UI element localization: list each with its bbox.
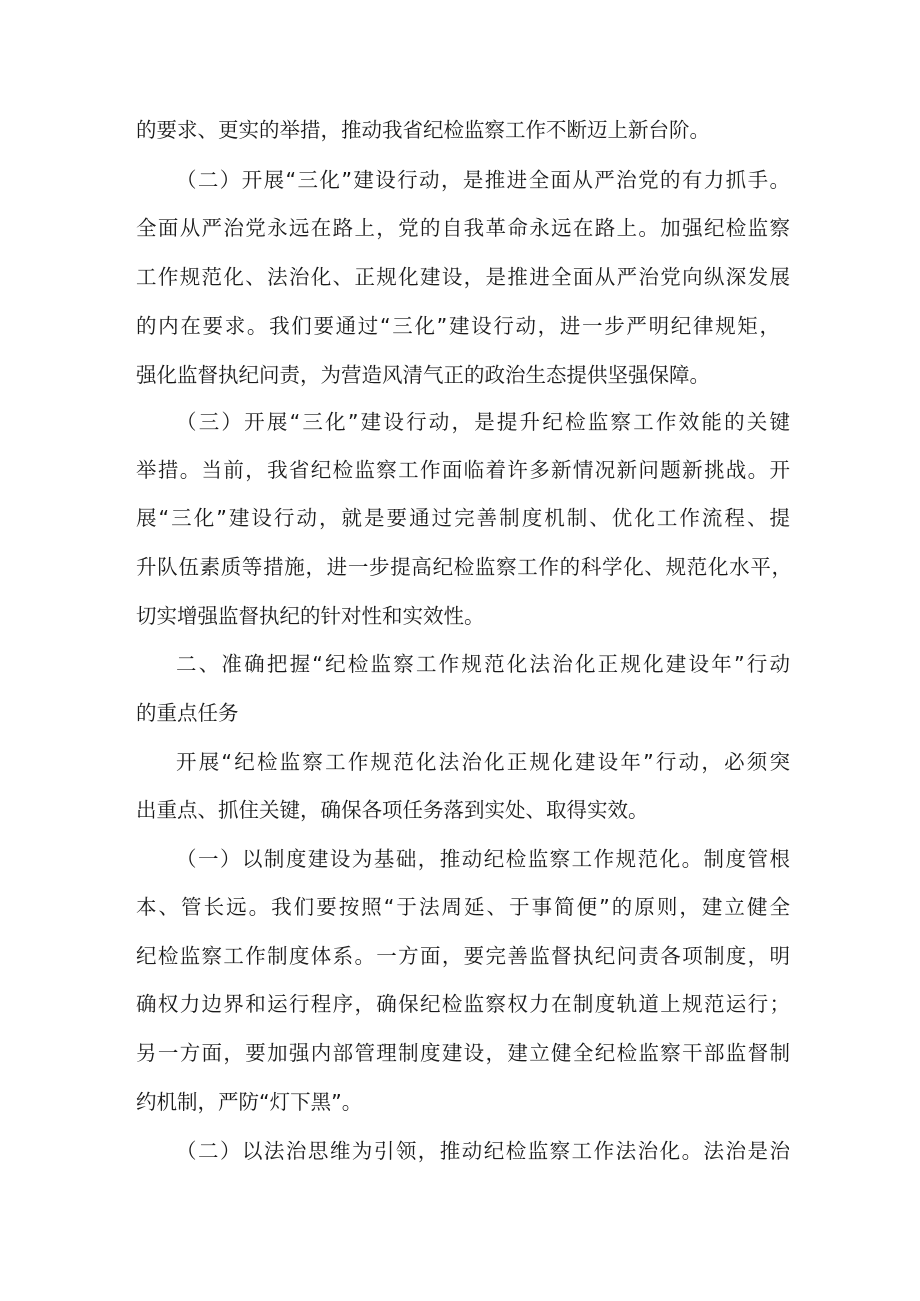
text-line: 切实增强监督执纪的针对性和实效性。 (136, 604, 485, 628)
text-line: 强化监督执纪问责，为营造风清气正的政治生态提供坚强保障。 (136, 363, 710, 387)
section-heading-continued: 的重点任务 (136, 701, 239, 725)
text-line: 纪检监察工作制度体系。一方面，要完善监督执纪问责各项制度，明 (136, 944, 790, 968)
paragraph-first-line: （二）开展“三化”建设行动，是推进全面从严治党的有力抓手。 (176, 168, 790, 192)
text-line: 的要求、更实的举措，推动我省纪检监察工作不断迈上新台阶。 (136, 118, 710, 142)
text-line: 出重点、抓住关键，确保各项任务落到实处、取得实效。 (136, 798, 649, 822)
text-line: 工作规范化、法治化、正规化建设，是推进全面从严治党向纵深发展 (136, 265, 790, 289)
text-line: 升队伍素质等措施，进一步提高纪检监察工作的科学化、规范化水平， (136, 555, 792, 579)
paragraph-first-line: （一）以制度建设为基础，推动纪检监察工作规范化。制度管根 (176, 847, 790, 871)
paragraph-first-line: （三）开展“三化”建设行动，是提升纪检监察工作效能的关键 (176, 410, 790, 434)
text-line: 本、管长远。我们要按照“于法周延、于事简便”的原则，建立健全 (136, 895, 790, 919)
text-line: 另一方面，要加强内部管理制度建设，建立健全纪检监察干部监督制 (136, 1041, 790, 1065)
text-line: 全面从严治党永远在路上，党的自我革命永远在路上。加强纪检监察 (136, 216, 790, 240)
text-line: 举措。当前，我省纪检监察工作面临着许多新情况新问题新挑战。开 (136, 458, 790, 482)
text-line: 约机制，严防“灯下黑”。 (136, 1090, 363, 1114)
section-heading: 二、准确把握“纪检监察工作规范化法治化正规化建设年”行动 (176, 652, 790, 676)
text-line: 确权力边界和运行程序，确保纪检监察权力在制度轨道上规范运行； (136, 992, 790, 1016)
text-line: 展“三化”建设行动，就是要通过完善制度机制、优化工作流程、提 (136, 506, 790, 530)
paragraph-first-line: 开展“纪检监察工作规范化法治化正规化建设年”行动，必须突 (176, 750, 790, 774)
paragraph-first-line: （二）以法治思维为引领，推动纪检监察工作法治化。法治是治 (176, 1139, 790, 1163)
text-line: 的内在要求。我们要通过“三化”建设行动，进一步严明纪律规矩， (136, 314, 780, 338)
